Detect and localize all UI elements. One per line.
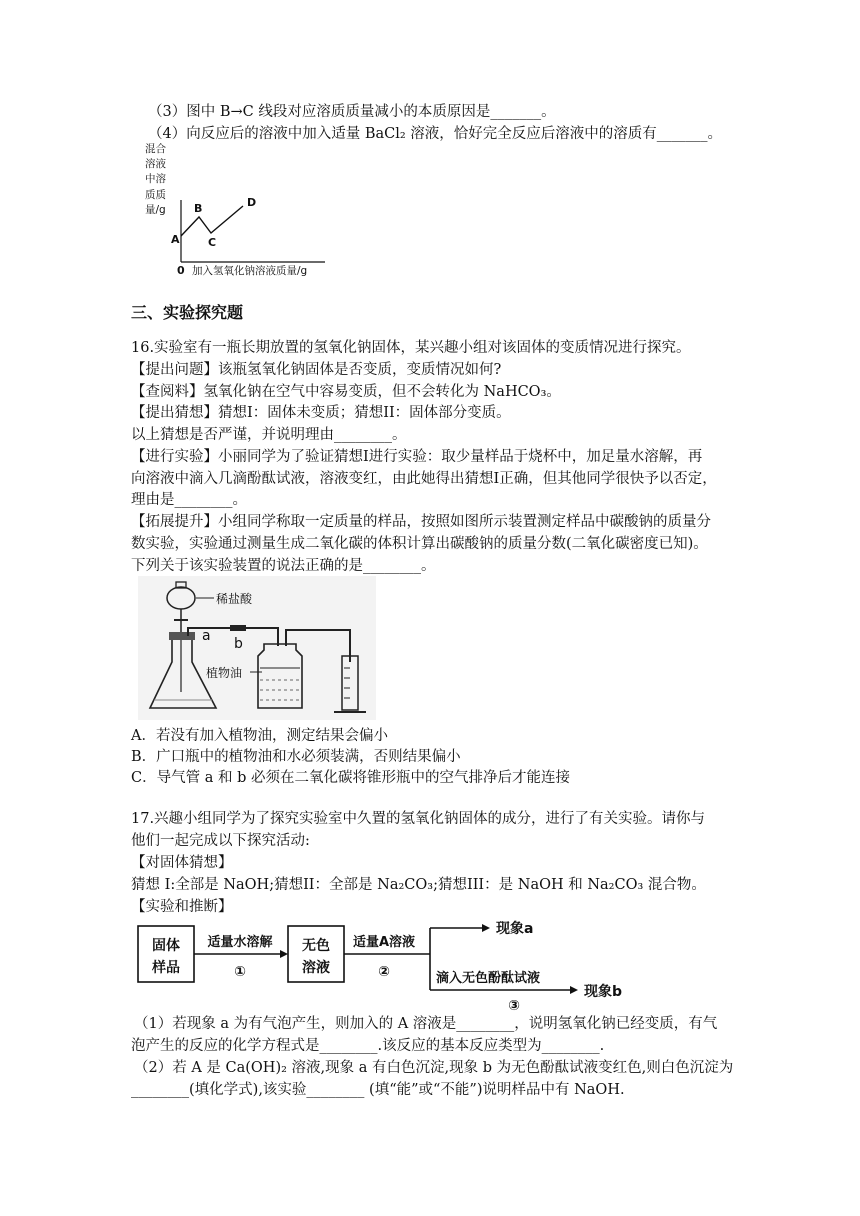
q15-part4: （4）向反应后的溶液中加入适量 BaCl₂ 溶液，恰好完全反应后溶液中的溶质有_______。 <box>148 126 723 142</box>
point-label-b: B <box>194 202 203 215</box>
q16-line-5: 以上猜想是否严谨，并说明理由________。 <box>131 427 407 443</box>
q16-line-6: 【进行实验】小丽同学为了验证猜想I进行实验：取少量样品于烧杯中，加足量水溶解，再 <box>131 449 703 465</box>
q16-line-10: 数实验，实验通过测量生成二氧化碳的体积计算出碳酸钠的质量分数(二氧化碳密度已知)。 <box>131 536 708 552</box>
step2-label: 适量A溶液 <box>352 935 416 950</box>
q17-intro-5: 【实验和推断】 <box>131 899 233 915</box>
box2-line2: 溶液 <box>302 960 330 976</box>
q17-intro-2: 他们一起完成以下探究活动: <box>131 833 310 849</box>
point-label-c: C <box>208 236 217 249</box>
solute-mass-chart <box>145 140 335 280</box>
result-b: 现象b <box>584 984 623 1000</box>
step1-number: ① <box>234 964 246 980</box>
q16-option-b: B．广口瓶中的植物油和水必须装满，否则结果偏小 <box>131 749 461 765</box>
section-heading: 三、实验探究题 <box>131 303 244 322</box>
box1-line1: 固体 <box>152 938 180 954</box>
oil-label: 植物油 <box>206 666 243 680</box>
box1-line2: 样品 <box>152 960 180 976</box>
point-label-a: A <box>171 233 180 246</box>
step3-label: 滴入无色酚酞试液 <box>436 971 541 986</box>
q17-intro-4: 猜想 I:全部是 NaOH;猜想II：全部是 Na₂CO₃;猜想III：是 NaOH 和 Na₂CO₃ 混合物。 <box>131 877 706 893</box>
q16-option-a: A．若没有加入植物油，测定结果会偏小 <box>131 728 388 744</box>
step1-label: 适量水溶解 <box>207 935 273 950</box>
q16-line-2: 【提出问题】该瓶氢氧化钠固体是否变质，变质情况如何? <box>131 362 502 378</box>
ylabel-line-3: 中溶 <box>145 173 166 185</box>
tube-a-label: a <box>202 628 211 644</box>
q16-line-4: 【提出猜想】猜想I：固体未变质；猜想II：固体部分变质。 <box>131 405 511 421</box>
experiment-flow-diagram <box>130 920 630 1020</box>
q16-option-c: C．导气管 a 和 b 必须在二氧化碳将锥形瓶中的空气排净后才能连接 <box>131 770 570 786</box>
tube-b-label: b <box>234 636 243 652</box>
q17-answer-3: （2）若 A 是 Ca(OH)₂ 溶液,现象 a 有白色沉淀,现象 b 为无色酚酞试液变红色,则白色沉淀为 <box>134 1060 734 1076</box>
result-a: 现象a <box>496 921 534 937</box>
q16-line-3: 【查阅料】氢氧化钠在空气中容易变质，但不会转化为 NaHCO₃。 <box>131 384 561 400</box>
ylabel-line-5: 量/g <box>145 204 166 216</box>
q16-line-8: 理由是________。 <box>131 492 247 508</box>
point-label-d: D <box>247 196 257 209</box>
q17-answer-1: （1）若现象 a 为有气泡产生，则加入的 A 溶液是________，说明氢氧化钠已经变质，有气 <box>134 1016 718 1032</box>
ylabel-line-1: 混合 <box>145 143 166 155</box>
acid-label: 稀盐酸 <box>216 592 253 606</box>
xlabel: 加入氢氧化钠溶液质量/g <box>192 265 308 277</box>
q15-part3: （3）图中 B→C 线段对应溶质质量减小的本质原因是_______。 <box>148 104 556 120</box>
q17-answer-4: ________(填化学式),该实验________ (填“能”或“不能”)说明样品中有 NaOH. <box>131 1082 625 1098</box>
box2-line1: 无色 <box>302 938 330 954</box>
origin-label: 0 <box>177 264 185 277</box>
q17-intro-1: 17.兴趣小组同学为了探究实验室中久置的氢氧化钠固体的成分，进行了有关实验。请你与 <box>131 811 706 827</box>
data-line <box>181 206 243 236</box>
ylabel-line-4: 质质 <box>145 189 166 201</box>
q16-line-9: 【拓展提升】小组同学称取一定质量的样品，按照如图所示装置测定样品中碳酸钠的质量分 <box>131 514 711 530</box>
ylabel-line-2: 溶液 <box>145 158 166 170</box>
q16-line-1: 16.实验室有一瓶长期放置的氢氧化钠固体，某兴趣小组对该固体的变质情况进行探究。 <box>131 340 691 356</box>
q17-intro-3: 【对固体猜想】 <box>131 855 233 871</box>
q16-line-7: 向溶液中滴入几滴酚酞试液，溶液变红，由此她得出猜想I正确，但其他同学很快予以否定， <box>131 471 717 487</box>
q16-line-11: 下列关于该实验装置的说法正确的是________。 <box>131 558 436 574</box>
step2-number: ② <box>378 964 390 980</box>
step3-number: ③ <box>508 998 520 1014</box>
q17-answer-2: 泡产生的反应的化学方程式是________.该反应的基本反应类型为________. <box>131 1038 605 1054</box>
co2-apparatus-figure <box>138 576 376 720</box>
